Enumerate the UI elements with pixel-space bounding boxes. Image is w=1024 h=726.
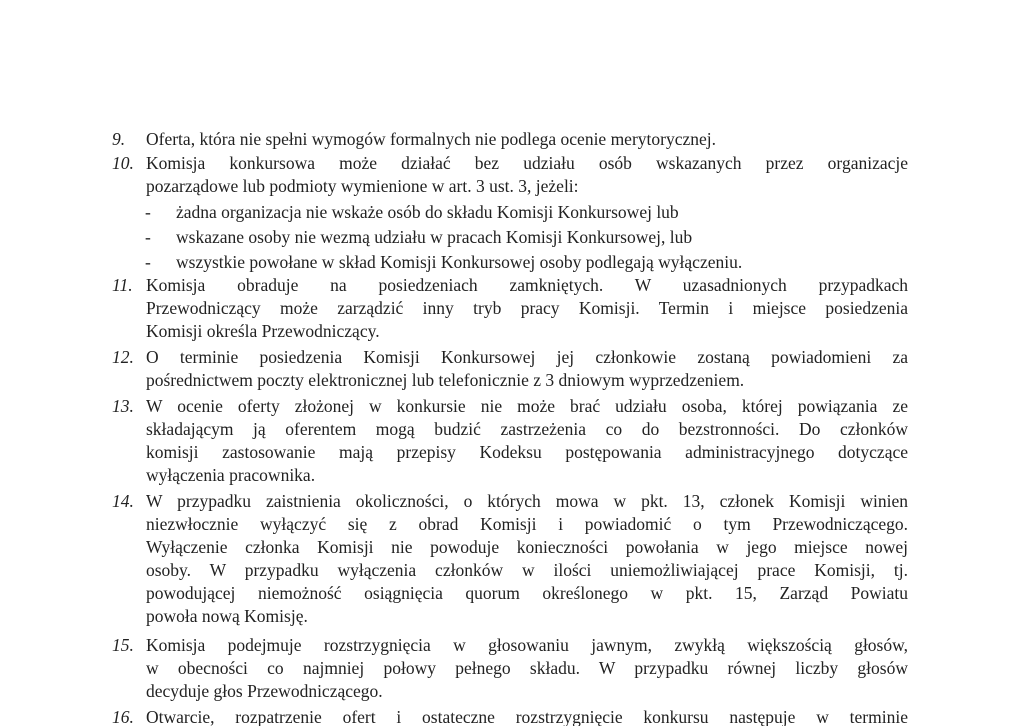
dash-bullet: -	[145, 252, 151, 272]
text-line: powodującej niemożność osiągnięcia quorum określonego w pkt. 15, Zarząd Powiatu	[146, 583, 908, 603]
text-line: Wyłączenie członka Komisji nie powoduje konieczności powołania w jego miejsce nowej	[146, 537, 908, 557]
item-text	[146, 490, 908, 628]
item-text	[146, 152, 908, 198]
text-line: niezwłocznie wyłączyć się z obrad Komisji i powiadomić o tym Przewodniczącego.	[146, 514, 908, 534]
sub-item-text: wszystkie powołane w skład Komisji Konkursowej osoby podlegają wyłączeniu.	[176, 252, 743, 272]
text-line: osoby. W przypadku wyłączenia członków w ilości uniemożliwiającej prace Komisji, tj.	[146, 560, 908, 580]
item-text	[146, 706, 908, 726]
item-number: 10.	[112, 153, 134, 173]
text-line: Przewodniczący może zarządzić inny tryb pracy Komisji. Termin i miejsce posiedzenia	[146, 298, 908, 318]
text-line: Komisja podejmuje rozstrzygnięcia w głosowaniu jawnym, zwykłą większością głosów,	[146, 635, 908, 655]
item-text	[146, 128, 908, 151]
text-line: O terminie posiedzenia Komisji Konkursowej jej członkowie zostaną powiadomieni za	[146, 347, 908, 367]
item-number: 14.	[112, 491, 134, 511]
sub-item	[0, 251, 1024, 274]
dash-bullet: -	[145, 227, 151, 247]
item-text	[146, 346, 908, 392]
text-line: w obecności co najmniej połowy pełnego składu. W przypadku równej liczby głosów	[146, 658, 908, 678]
item-number: 12.	[112, 347, 134, 367]
text-line: komisji zastosowanie mają przepisy Kodeksu postępowania administracyjnego dotyczące	[146, 442, 908, 462]
text-line: Oferta, która nie spełni wymogów formalnych nie podlega ocenie merytorycznej.	[146, 129, 717, 149]
text-line: W ocenie oferty złożonej w konkursie nie może brać udziału osoba, której powiązania ze	[146, 396, 908, 416]
item-number: 11.	[112, 275, 133, 295]
text-line: W przypadku zaistnienia okoliczności, o których mowa w pkt. 13, członek Komisji winien	[146, 491, 908, 511]
item-number: 16.	[112, 707, 134, 726]
sub-item-text: wskazane osoby nie wezmą udziału w pracach Komisji Konkursowej, lub	[176, 227, 693, 247]
item-text	[146, 274, 908, 343]
text-line: powoła nową Komisję.	[146, 606, 308, 626]
item-text	[146, 395, 908, 487]
item-number: 15.	[112, 635, 134, 655]
dash-bullet: -	[145, 202, 151, 222]
text-line: decyduje głos Przewodniczącego.	[146, 681, 383, 701]
text-line: Otwarcie, rozpatrzenie ofert i ostateczne rozstrzygnięcie konkursu następuje w terminie	[146, 707, 908, 726]
text-line: składającym ją oferentem mogą budzić zastrzeżenia co do bezstronności. Do członków	[146, 419, 908, 439]
text-line: wyłączenia pracownika.	[146, 465, 316, 485]
text-line: pośrednictwem poczty elektronicznej lub telefonicznie z 3 dniowym wyprzedzeniem.	[146, 370, 745, 390]
text-line: Komisja obraduje na posiedzeniach zamkniętych. W uzasadnionych przypadkach	[146, 275, 908, 295]
item-number: 13.	[112, 396, 134, 416]
text-line: Komisji określa Przewodniczący.	[146, 321, 380, 341]
sub-item	[0, 226, 1024, 249]
item-number: 9.	[112, 129, 126, 149]
sub-item	[0, 201, 1024, 224]
sub-item-text: żadna organizacja nie wskaże osób do składu Komisji Konkursowej lub	[176, 202, 679, 222]
item-text	[146, 634, 908, 703]
text-line: Komisja konkursowa może działać bez udziału osób wskazanych przez organizacje	[146, 153, 908, 173]
text-line: pozarządowe lub podmioty wymienione w art. 3 ust. 3, jeżeli:	[146, 176, 579, 196]
